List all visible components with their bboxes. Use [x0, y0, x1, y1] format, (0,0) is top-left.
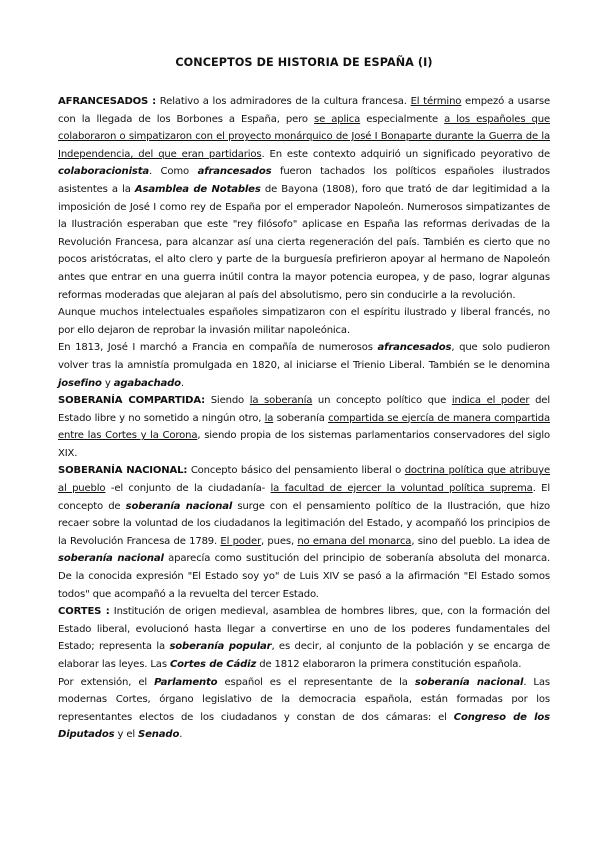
text-run: soberanía: [273, 412, 329, 424]
text-run: español es el representante de la: [217, 676, 415, 688]
underlined-run: compartida se ejercía de manera compartida entre las Cortes y la Corona: [58, 412, 551, 442]
underlined-run: El poder: [220, 535, 262, 547]
text-run: y: [101, 377, 114, 389]
text-run: .: [180, 377, 184, 389]
emphasis-run: afrancesados: [197, 166, 272, 178]
text-run: de Bayona (1808), foro que trató de dar legitimidad a la imposición de José I como rey de España por el emperador Napoleón. Numerosos simpatizantes de la Ilustración esperaban que este "rey filósofo" aplicase en España las reformas derivadas de la Revolución Francesa, para alcanzar así una cierta regeneración del país. También es cierto que no pocos aristócratas, el alto clero y parte de la burguesía prefirieron apoyar al hermano de Napoleón antes que entrar en una guerra inútil contra la mayor potencia europea, y de paso, lograr algunas reformas moderadas que alejaran al país del absolutismo, pero sin conducirle a la revolución.: [58, 183, 551, 301]
text-run: . Las modernas Cortes, órgano legislativo de la democracia española, están formadas por los representantes electos de los ciudadanos y constan de dos cámaras: el: [58, 676, 550, 723]
underlined-run: la: [264, 412, 274, 424]
document-title: CONCEPTOS DE HISTORIA DE ESPAÑA (I): [175, 56, 433, 69]
text-run: -el conjunto de la ciudadanía-: [105, 483, 271, 495]
term-afrancesados: AFRANCESADOS :: [58, 96, 157, 107]
emphasis-run: colaboracionista: [58, 166, 149, 178]
text-run: , siendo propia de los sistemas parlamentarios conservadores del siglo XIX.: [58, 430, 550, 459]
text-run: En 1813, José I marchó a Francia en compañía de numerosos: [58, 342, 378, 354]
emphasis-run: Asamblea de Notables: [134, 183, 261, 195]
emphasis-run: soberanía nacional: [414, 676, 524, 688]
underlined-run: la facultad de ejercer la voluntad política suprema: [270, 483, 533, 495]
underlined-run: indica el poder: [451, 395, 530, 407]
text-run: un concepto político que: [312, 395, 452, 407]
underlined-run: se aplica: [314, 113, 361, 125]
emphasis-run: Congreso de los Diputados: [58, 711, 550, 741]
soberania-compartida-paragraph: [58, 392, 550, 462]
text-run: , pues,: [261, 535, 298, 547]
text-run: Concepto básico del pensamiento liberal o: [187, 465, 405, 477]
underlined-run: El término: [410, 96, 462, 107]
text-run: aparecía como sustitución del principio de soberanía absoluta del monarca. De la conocida expresión "El Estado soy yo" de Luis XIV se pasó a la afirmación "El Estado somos todos" que acompañó a la revuelta del tercer Estado.: [58, 553, 550, 600]
emphasis-run: soberanía nacional: [58, 553, 164, 565]
text-run: especialmente: [360, 113, 445, 125]
underlined-run: a los españoles que colaboraron o simpatizaron con el proyecto monárquico de José I Bonaparte durante la Guerra de la Independencia, del que eran partidarios: [58, 113, 550, 160]
cortes-paragraph: [58, 603, 550, 673]
text-run: empezó a usarse con la llegada de los Borbones a España, pero: [58, 96, 550, 125]
document-page: [58, 56, 550, 744]
text-run: .: [179, 729, 183, 741]
text-run: surge con el pensamiento político de la Ilustración, que hizo recaer sobre la voluntad de los ciudadanos la legitimación del Estado, y acompañó los principios de la Revolución Francesa de 1789.: [58, 500, 550, 547]
term-soberania-nacional: SOBERANÍA NACIONAL:: [58, 465, 188, 477]
emphasis-run: afrancesados: [377, 342, 452, 354]
text-run: , sino del pueblo. La idea de: [411, 535, 550, 547]
afrancesados-paragraph-3: [58, 339, 550, 392]
text-run: Siendo: [205, 395, 250, 407]
emphasis-run: soberanía popular: [169, 641, 272, 653]
afrancesados-paragraph-2: Aunque muchos intelectuales españoles simpatizaron con el espíritu ilustrado y liberal francés, no por ello dejaron de reprobar la invasión militar napoleónica.: [58, 307, 550, 336]
term-soberania-compartida: SOBERANÍA COMPARTIDA:: [58, 395, 206, 407]
text-run: . El concepto de: [58, 483, 550, 512]
text-run: . Como: [148, 166, 198, 178]
text-run: del Estado libre y no sometido a ningún otro,: [58, 395, 550, 424]
text-run: . En este contexto adquirió un significado peyorativo de: [261, 148, 550, 160]
text-run: de 1812 elaboraron la primera constitución española.: [256, 659, 522, 670]
soberania-nacional-paragraph: [58, 462, 550, 603]
emphasis-run: soberanía nacional: [125, 500, 233, 512]
text-run: Por extensión, el: [58, 676, 155, 688]
emphasis-run: Cortes de Cádiz: [169, 659, 257, 670]
text-run: y el: [114, 729, 139, 741]
text-run: , es decir, al conjunto de la población y se encarga de elaborar las leyes. Las: [58, 641, 550, 670]
text-run: fueron tachados los políticos españoles ilustrados asistentes a la: [58, 166, 550, 195]
text-run: Relativo a los admiradores de la cultura francesa.: [156, 96, 411, 107]
emphasis-run: josefino: [58, 377, 102, 389]
underlined-run: no emana del monarca: [297, 535, 412, 547]
text-run: Institución de origen medieval, asamblea de hombres libres, que, con la formación del Estado liberal, evolucionó hasta llegar a convertirse en uno de los poderes fundamentales del Estado; representa la: [58, 606, 550, 653]
emphasis-run: Parlamento: [154, 676, 218, 688]
term-cortes: CORTES :: [58, 606, 110, 618]
emphasis-run: Senado: [138, 729, 180, 741]
emphasis-run: agabachado: [113, 377, 181, 389]
cortes-paragraph-2: [58, 674, 550, 744]
underlined-run: la soberanía: [249, 395, 313, 407]
afrancesados-paragraph: [58, 93, 550, 304]
text-run: , que solo pudieron volver tras la amnistía promulgada en 1820, al iniciarse el Trienio Liberal. También se le denomina: [58, 342, 550, 371]
underlined-run: doctrina política que atribuye al pueblo: [58, 465, 550, 495]
